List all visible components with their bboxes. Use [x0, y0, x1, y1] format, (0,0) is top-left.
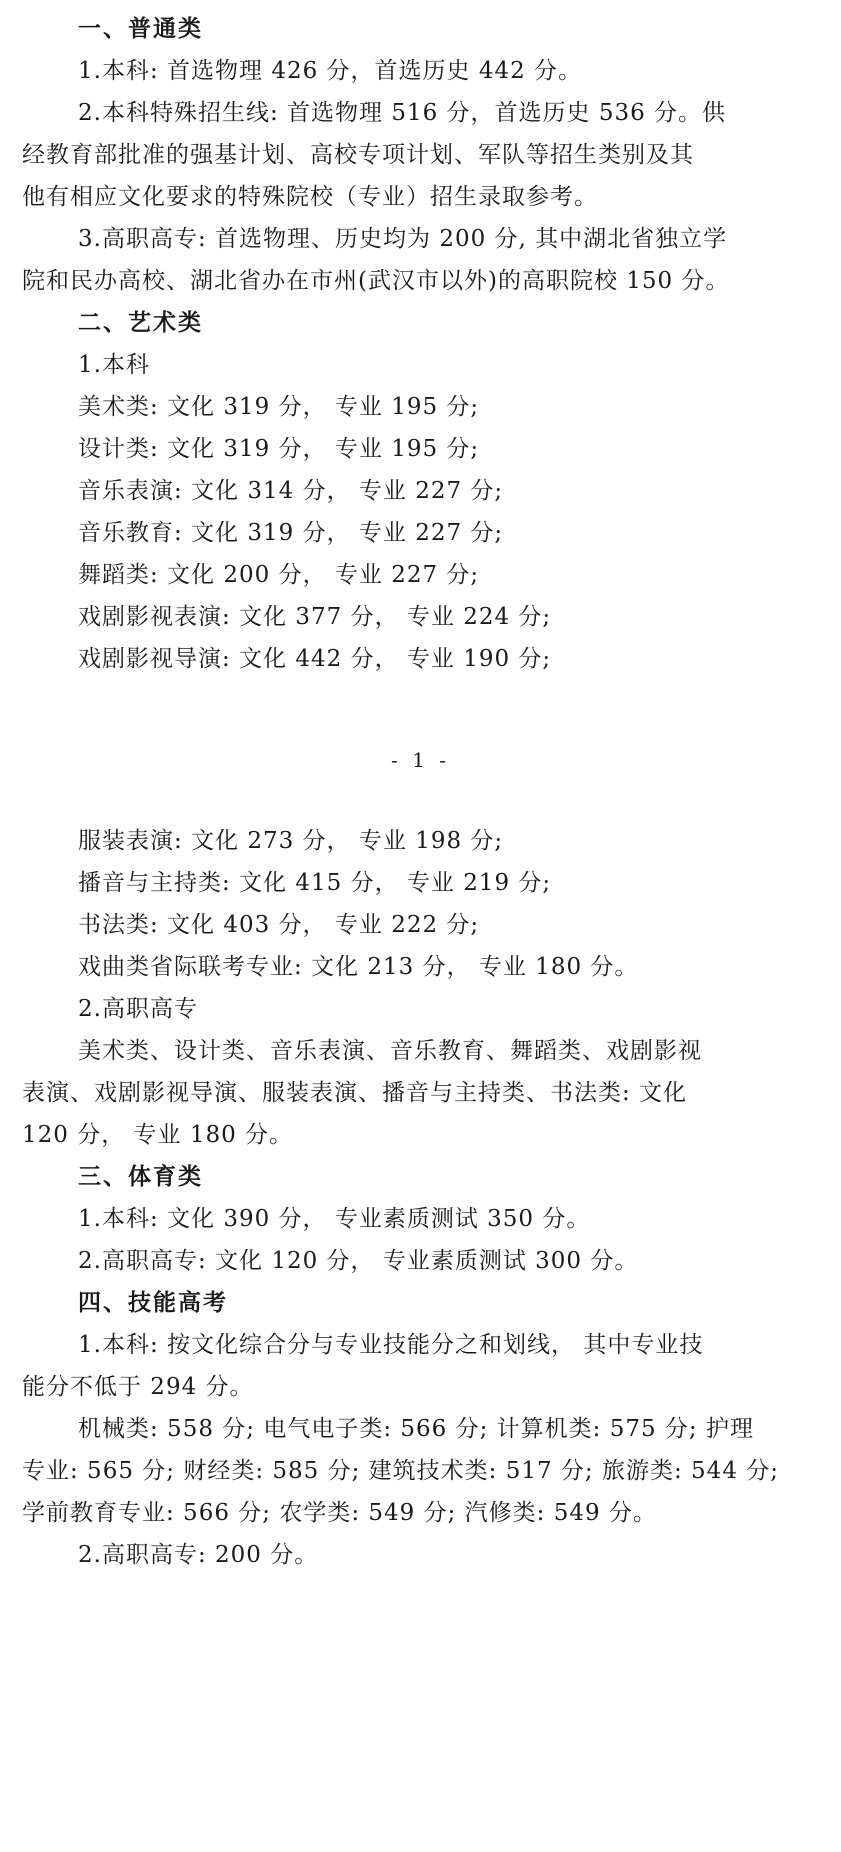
- paragraph-line: 院和民办高校、湖北省办在市州(武汉市以外)的高职院校 150 分。: [22, 268, 730, 294]
- list-item: 戏曲类省际联考专业: 文化 213 分， 专业 180 分。: [78, 954, 639, 980]
- paragraph-line: 2.本科特殊招生线: 首选物理 516 分，首选历史 536 分。供: [78, 100, 727, 126]
- paragraph-line: 1.本科: 首选物理 426 分，首选历史 442 分。: [78, 58, 583, 84]
- list-item: 音乐教育: 文化 319 分， 专业 227 分;: [78, 520, 504, 546]
- list-item: 戏剧影视导演: 文化 442 分， 专业 190 分;: [78, 646, 552, 672]
- paragraph-line: 他有相应文化要求的特殊院校（专业）招生录取参考。: [22, 184, 598, 210]
- section-heading-art: 二、艺术类: [78, 310, 203, 336]
- paragraph-line: 2.高职高专: 200 分。: [78, 1542, 319, 1568]
- section-heading-sports: 三、体育类: [78, 1164, 203, 1190]
- section-heading-skills: 四、技能高考: [78, 1290, 228, 1316]
- paragraph-line: 1.本科: 文化 390 分， 专业素质测试 350 分。: [78, 1206, 591, 1232]
- paragraph-line: 专业: 565 分; 财经类: 585 分; 建筑技术类: 517 分; 旅游类: 544 分;: [22, 1458, 780, 1484]
- paragraph-line: 学前教育专业: 566 分; 农学类: 549 分; 汽修类: 549 分。: [22, 1500, 657, 1526]
- list-item: 美术类: 文化 319 分， 专业 195 分;: [78, 394, 480, 420]
- list-item: 书法类: 文化 403 分， 专业 222 分;: [78, 912, 480, 938]
- paragraph-line: 3.高职高专: 首选物理、历史均为 200 分, 其中湖北省独立学: [78, 226, 728, 252]
- list-item: 设计类: 文化 319 分， 专业 195 分;: [78, 436, 480, 462]
- page-number: - 1 -: [391, 748, 450, 772]
- subheading: 1.本科: [78, 352, 150, 378]
- paragraph-line: 经教育部批准的强基计划、高校专项计划、军队等招生类别及其: [22, 142, 694, 168]
- paragraph-line: 能分不低于 294 分。: [22, 1374, 254, 1400]
- paragraph-line: 机械类: 558 分; 电气电子类: 566 分; 计算机类: 575 分; 护理: [78, 1416, 754, 1442]
- list-item: 舞蹈类: 文化 200 分， 专业 227 分;: [78, 562, 480, 588]
- paragraph-line: 表演、戏剧影视导演、服装表演、播音与主持类、书法类: 文化: [22, 1080, 688, 1106]
- list-item: 播音与主持类: 文化 415 分， 专业 219 分;: [78, 870, 552, 896]
- paragraph-line: 1.本科: 按文化综合分与专业技能分之和划线， 其中专业技: [78, 1332, 704, 1358]
- list-item: 戏剧影视表演: 文化 377 分， 专业 224 分;: [78, 604, 552, 630]
- paragraph-line: 美术类、设计类、音乐表演、音乐教育、舞蹈类、戏剧影视: [78, 1038, 702, 1064]
- list-item: 音乐表演: 文化 314 分， 专业 227 分;: [78, 478, 504, 504]
- list-item: 服装表演: 文化 273 分， 专业 198 分;: [78, 828, 504, 854]
- paragraph-line: 120 分， 专业 180 分。: [22, 1122, 294, 1148]
- paragraph-line: 2.高职高专: 文化 120 分， 专业素质测试 300 分。: [78, 1248, 639, 1274]
- section-heading-general: 一、普通类: [78, 16, 203, 42]
- subheading: 2.高职高专: [78, 996, 198, 1022]
